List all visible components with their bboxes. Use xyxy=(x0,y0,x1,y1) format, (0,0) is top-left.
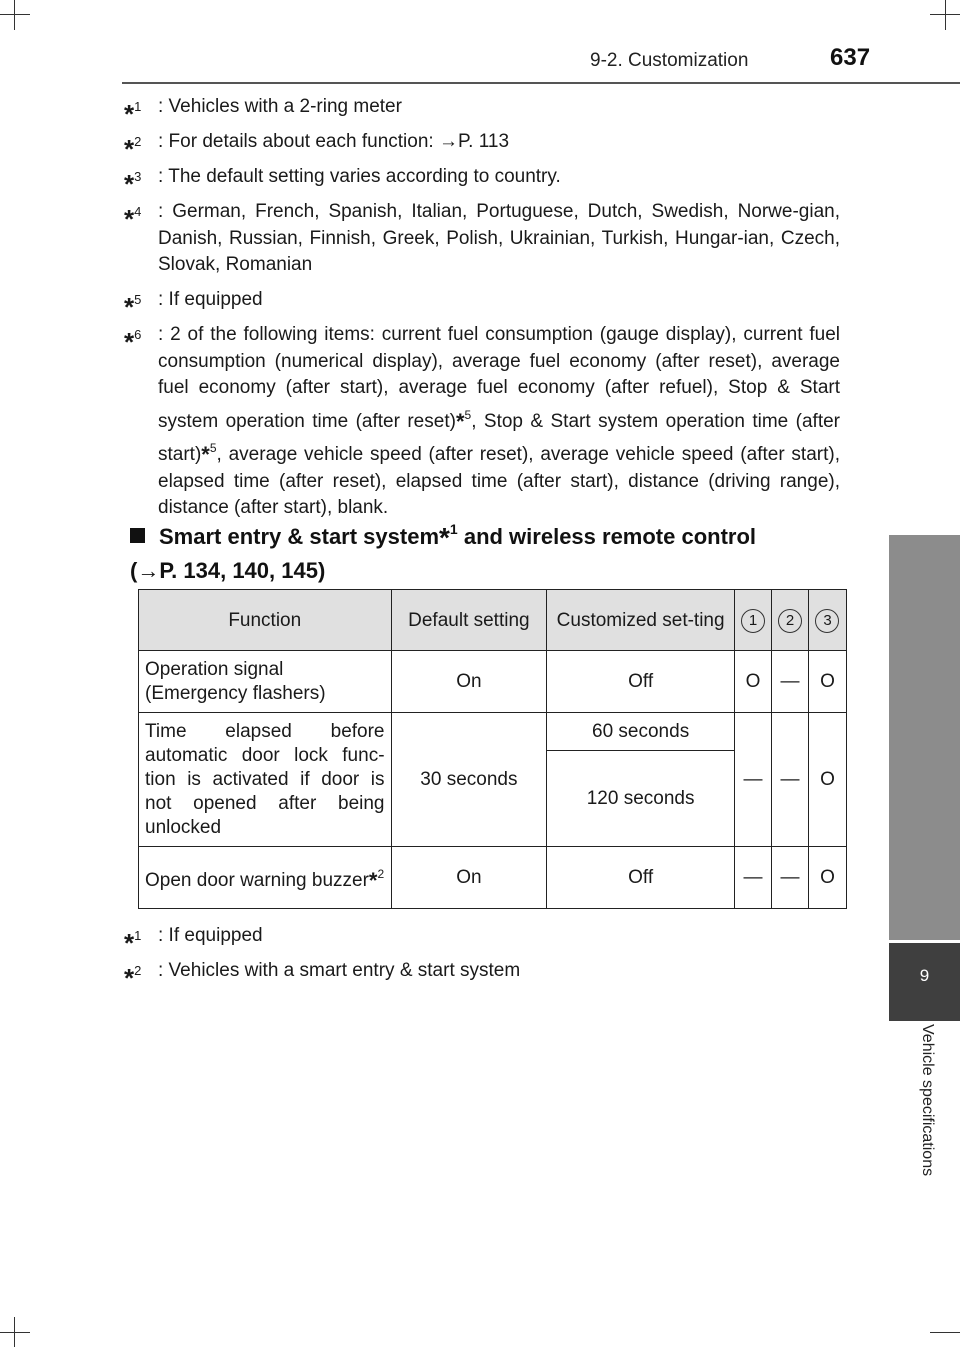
circled-number-2: 2 xyxy=(778,609,802,633)
table-header-row xyxy=(139,590,847,651)
header-default: Default setting xyxy=(391,590,547,651)
cell-customized: Off xyxy=(547,651,735,713)
cell-c3: O xyxy=(808,651,846,713)
table-row xyxy=(139,651,847,713)
header-customized: Customized set-ting xyxy=(547,590,735,651)
cell-c3: O xyxy=(808,847,846,909)
circled-number-3: 3 xyxy=(815,609,839,633)
footnote: *$^2$ : For details about each function: →P. 113 xyxy=(124,129,840,156)
footnote-text: : If equipped xyxy=(158,289,263,310)
cell-c2: — xyxy=(771,847,808,909)
cell-function: Operation signal (Emergency flashers) xyxy=(139,651,392,713)
header-rule xyxy=(122,82,960,84)
cell-c1: O xyxy=(734,651,771,713)
cell-c1: — xyxy=(734,847,771,909)
crop-mark xyxy=(0,14,30,15)
footnote: *$^2$ : Vehicles with a smart entry & start system xyxy=(124,958,840,985)
customization-table xyxy=(138,589,847,909)
table-row xyxy=(139,847,847,909)
footnote-text: : If equipped xyxy=(158,925,263,946)
cell-function: Time elapsed before automatic door lock func-tion is activated if door is not opened after being unlocked xyxy=(139,713,392,847)
cell-function: Open door warning buzzer*$^2$ xyxy=(139,847,392,909)
footnote-text: : For details about each function: →P. 113 xyxy=(158,131,510,152)
footnote: *$^1$ : Vehicles with a 2-ring meter xyxy=(124,94,840,121)
side-tab-bar xyxy=(889,535,960,940)
crop-mark xyxy=(0,1332,30,1333)
chapter-number: 9 xyxy=(919,966,930,985)
header-function: Function xyxy=(139,590,392,651)
crop-mark xyxy=(930,1332,960,1333)
page-number: 637 xyxy=(830,44,871,71)
cell-c2: — xyxy=(771,651,808,713)
circled-number-1: 1 xyxy=(741,609,765,633)
cell-c3: O xyxy=(808,713,846,847)
section-page-refs: (→P. 134, 140, 145) xyxy=(130,558,326,583)
cell-customized: 60 seconds xyxy=(547,713,735,751)
footnote: *$^1$ : If equipped xyxy=(124,923,840,950)
cell-customized: 120 seconds xyxy=(547,751,735,847)
section-title: 9-2. Customization xyxy=(590,50,749,71)
footnote: *$^6$ : 2 of the following items: current fuel consumption (gauge display), current fuel consumption (numerical display), average fuel economy (after reset), average fuel economy (after start), average fuel economy (after refuel), Stop & Start system operation time (after reset)*$^5$, Stop & Start system operation time (after start)*$^5$, average vehicle speed (after reset), average vehicle speed (after start), elapsed time (after reset), elapsed time (after start), distance (driving range), distance (after start), blank. xyxy=(124,322,840,522)
crop-mark xyxy=(945,0,946,30)
crop-mark xyxy=(14,1317,15,1347)
footnote: *$^5$ : If equipped xyxy=(124,287,840,314)
footnote-text: : Vehicles with a smart entry & start system xyxy=(158,960,521,981)
cell-c2: — xyxy=(771,713,808,847)
footnote-text: : Vehicles with a 2-ring meter xyxy=(158,96,402,117)
cell-default: 30 seconds xyxy=(391,713,547,847)
square-bullet-icon xyxy=(130,528,145,543)
cell-customized: Off xyxy=(547,847,735,909)
crop-mark xyxy=(14,0,15,30)
cell-default: On xyxy=(391,651,547,713)
section-heading: Smart entry & start system*$^1$ and wireless remote control (→P. 134, 140, 145) xyxy=(130,513,870,587)
chapter-label: Vehicle specifications xyxy=(919,1024,936,1177)
footnote-text: : German, French, Spanish, Italian, Portuguese, Dutch, Swedish, Norwe-gian, Danish, Russian, Finnish, Greek, Polish, Ukrainian, Turkish, Hungar-ian, Czech, Slovak, Romanian xyxy=(158,201,840,275)
cell-default: On xyxy=(391,847,547,909)
footnote-text: : The default setting varies according to country. xyxy=(158,166,561,187)
footnote: *$^4$ : German, French, Spanish, Italian, Portuguese, Dutch, Swedish, Norwe-gian, Danish, Russian, Finnish, Greek, Polish, Ukrainian, Turkish, Hungar-ian, Czech, Slovak, Romanian xyxy=(124,199,840,279)
cell-c1: — xyxy=(734,713,771,847)
table-row xyxy=(139,713,847,751)
footnote: *$^3$ : The default setting varies according to country. xyxy=(124,164,840,191)
footnote-text: : 2 of the following items: current fuel consumption (gauge display), current fuel consumption (numerical display), average fuel economy (after reset), average fuel economy (after start), average fuel economy (after refuel), Stop & Start system operation time (after reset)*$^5$, Stop & Start system operation time (after start)*$^5$, average vehicle speed (after reset), average vehicle speed (after start), elapsed time (after reset), elapsed time (after start), distance (driving range), distance (after start), blank. xyxy=(158,324,840,518)
